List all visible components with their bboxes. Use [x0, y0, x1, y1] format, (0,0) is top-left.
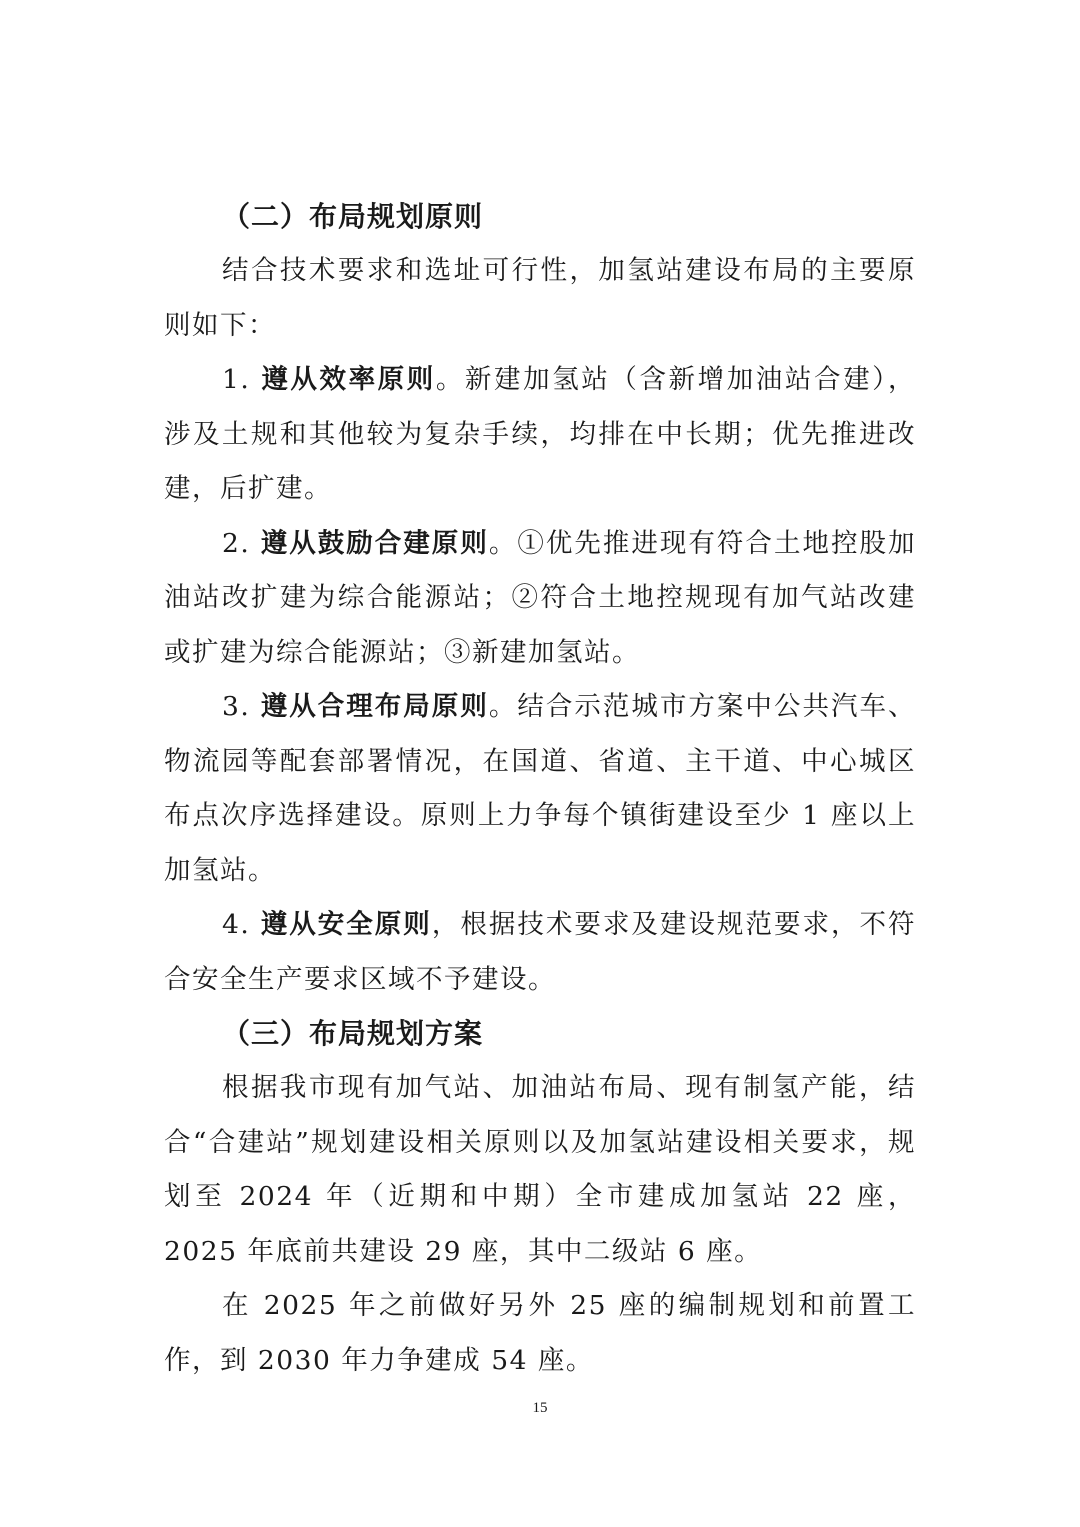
intro-paragraph: 结合技术要求和选址可行性，加氢站建设布局的主要原则如下： [164, 255, 916, 341]
principle-2-number: 2. [222, 527, 251, 559]
plan-paragraph-2: 在 2025 年之前做好另外 25 座的编制规划和前置工作，到 2030 年力争建成 54 座。 [164, 1290, 916, 1376]
plan-paragraph-1: 根据我市现有加气站、加油站布局、现有制氢产能，结合“合建站”规划建设相关原则以及加氢站建设相关要求，规划至 2024 年（近期和中期）全市建成加氢站 22 座，2025 年底前共建设 29 座，其中二级站 6 座。 [164, 1072, 916, 1267]
principle-3-number: 3. [222, 691, 251, 722]
page-content [164, 190, 916, 1388]
principle-3-lead: 遵从合理布局原则 [260, 691, 489, 722]
principle-1-text: 。新建加氢站（含新增加油站合建），涉及土规和其他较为复杂手续，均排在中长期；优先推进改建，后扩建。 [164, 364, 916, 504]
principle-2-paragraph [164, 517, 916, 681]
principle-1-number: 1. [222, 364, 251, 395]
principle-2-lead: 遵从鼓励合建原则 [260, 527, 489, 559]
principle-2-text: 。①优先推进现有符合土地控股加油站改扩建为综合能源站；②符合土地控规现有加气站改建或扩建为综合能源站；③新建加氢站。 [164, 527, 916, 668]
section-heading-layout-plan: （三）布局规划方案 [222, 1017, 484, 1050]
principle-3-text: 。结合示范城市方案中公共汽车、物流园等配套部署情况，在国道、省道、主干道、中心城区布点次序选择建设。原则上力争每个镇街建设至少 1 座以上加氢站。 [164, 691, 916, 886]
principle-1-paragraph [164, 353, 916, 517]
principle-1-lead: 遵从效率原则 [261, 364, 436, 395]
principle-4-text: ，根据技术要求及建设规范要求，不符合安全生产要求区域不予建设。 [164, 909, 916, 995]
section-heading-layout-principles: （二）布局规划原则 [222, 200, 484, 233]
principle-3-paragraph [164, 680, 916, 898]
principle-4-lead: 遵从安全原则 [260, 909, 432, 940]
page-number: 15 [532, 1400, 548, 1416]
principle-4-paragraph [164, 898, 916, 1007]
principle-4-number: 4. [222, 909, 251, 940]
